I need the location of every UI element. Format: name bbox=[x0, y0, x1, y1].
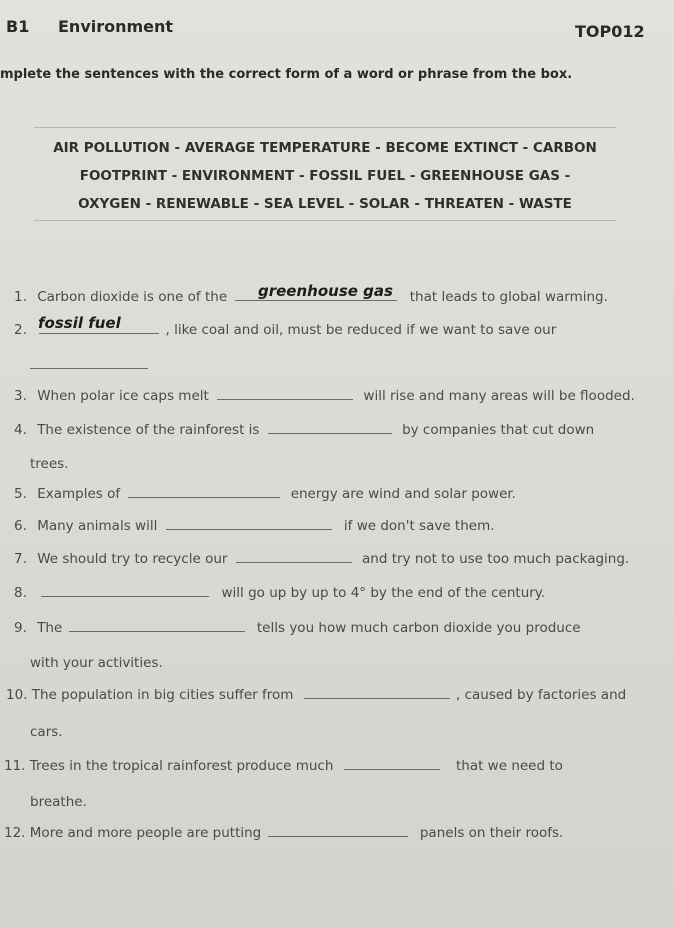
answer-blank[interactable] bbox=[39, 332, 159, 334]
question-6 bbox=[14, 518, 495, 534]
question-text: The population in big cities suffer from bbox=[31, 687, 294, 703]
answer-blank[interactable] bbox=[304, 697, 450, 699]
question-8 bbox=[14, 585, 545, 601]
answer-blank[interactable] bbox=[69, 630, 245, 632]
answer-blank[interactable] bbox=[41, 595, 209, 597]
instructions: mplete the sentences with the correct form of a word or phrase from the box. bbox=[0, 67, 573, 82]
worksheet-tag: TOP012 bbox=[575, 22, 645, 41]
level-code: B1 bbox=[6, 17, 30, 36]
question-9 bbox=[14, 620, 581, 636]
question-text: When polar ice caps melt bbox=[37, 388, 209, 404]
question-7 bbox=[14, 551, 629, 567]
question-text: if we don't save them. bbox=[343, 518, 495, 534]
question-number: 1. bbox=[14, 289, 27, 305]
question-text: energy are wind and solar power. bbox=[290, 486, 516, 502]
answer-blank[interactable] bbox=[268, 432, 392, 434]
question-number: 7. bbox=[14, 551, 27, 567]
question-text: by companies that cut down bbox=[402, 422, 595, 438]
question-5 bbox=[14, 486, 516, 502]
question-text: Examples of bbox=[37, 486, 121, 502]
question-number: 3. bbox=[14, 388, 27, 404]
question-number: 4. bbox=[14, 422, 27, 438]
question-3 bbox=[14, 388, 635, 404]
question-11 bbox=[4, 758, 563, 774]
question-4 bbox=[14, 422, 594, 438]
question-text: tells you how much carbon dioxide you produce bbox=[256, 620, 581, 636]
question-12 bbox=[4, 825, 563, 841]
question-text: The existence of the rainforest is bbox=[37, 422, 260, 438]
question-10 bbox=[6, 687, 626, 703]
question-number: 5. bbox=[14, 486, 27, 502]
handwritten-answer: fossil fuel bbox=[38, 314, 121, 332]
question-number: 11. bbox=[4, 758, 26, 774]
question-text: will go up by up to 4° by the end of the century. bbox=[221, 585, 546, 601]
question-number: 6. bbox=[14, 518, 27, 534]
question-text: Carbon dioxide is one of the bbox=[37, 289, 228, 305]
word-box-line: OXYGEN - RENEWABLE - SEA LEVEL - SOLAR - THREATEN - WASTE bbox=[78, 196, 572, 212]
question-text: that leads to global warming. bbox=[409, 289, 608, 305]
question-text: , caused by factories and bbox=[455, 687, 627, 703]
word-box-line: FOOTPRINT - ENVIRONMENT - FOSSIL FUEL - GREENHOUSE GAS - bbox=[79, 168, 571, 184]
unit-title: Environment bbox=[58, 17, 174, 36]
word-box bbox=[34, 127, 616, 221]
question-continuation: trees. bbox=[30, 456, 69, 472]
answer-blank[interactable] bbox=[344, 768, 440, 770]
answer-blank[interactable] bbox=[128, 496, 280, 498]
question-text: , like coal and oil, must be reduced if we want to save our bbox=[165, 322, 557, 338]
question-number: 2. bbox=[14, 322, 27, 338]
question-number: 12. bbox=[4, 825, 26, 841]
question-text: panels on their roofs. bbox=[419, 825, 564, 841]
answer-blank[interactable] bbox=[166, 528, 332, 530]
question-text: The bbox=[37, 620, 63, 636]
word-box-line: AIR POLLUTION - AVERAGE TEMPERATURE - BECOME EXTINCT - CARBON bbox=[53, 140, 597, 156]
answer-blank[interactable] bbox=[236, 561, 352, 563]
question-number: 10. bbox=[6, 687, 28, 703]
question-text: Trees in the tropical rainforest produce much bbox=[29, 758, 334, 774]
question-continuation: with your activities. bbox=[30, 655, 163, 671]
question-text: More and more people are putting bbox=[29, 825, 262, 841]
answer-blank[interactable] bbox=[217, 398, 353, 400]
question-text: Many animals will bbox=[37, 518, 158, 534]
question-text: that we need to bbox=[455, 758, 563, 774]
question-number: 8. bbox=[14, 585, 27, 601]
question-text: We should try to recycle our bbox=[37, 551, 228, 567]
handwritten-answer: greenhouse gas bbox=[258, 282, 393, 300]
question-number: 9. bbox=[14, 620, 27, 636]
answer-blank[interactable] bbox=[30, 367, 148, 369]
answer-blank[interactable] bbox=[268, 835, 408, 837]
question-continuation: cars. bbox=[30, 724, 63, 740]
question-text: will rise and many areas will be flooded. bbox=[363, 388, 635, 404]
question-text: and try not to use too much packaging. bbox=[362, 551, 630, 567]
question-continuation: breathe. bbox=[30, 794, 87, 810]
